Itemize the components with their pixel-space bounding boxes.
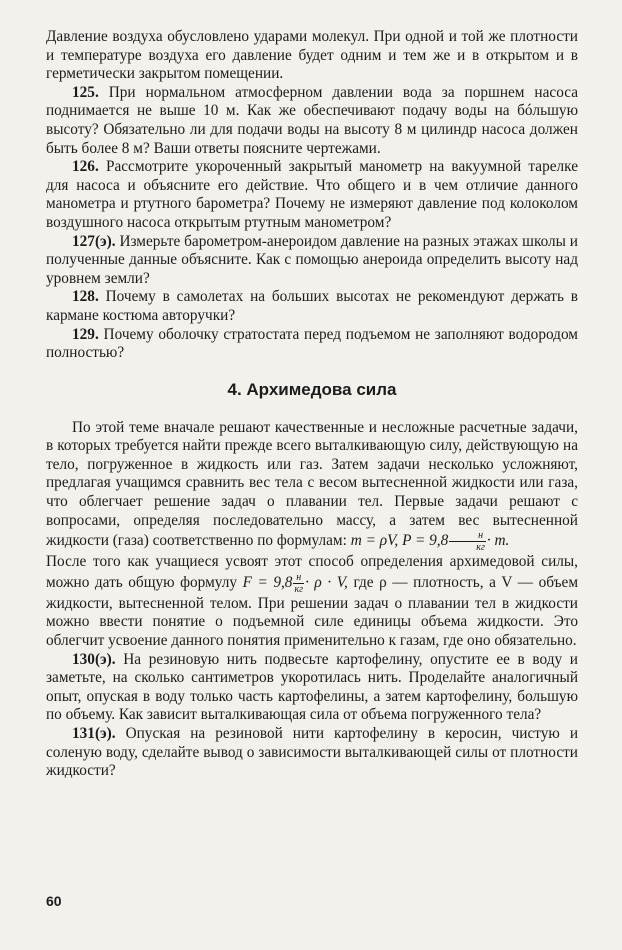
problem-number: 125. [72, 83, 99, 101]
problem-text: Измерьте барометром-анероидом давление на разных этажах школы и полученные данные объясните. Как с помощью анероида определить высоту над уровнем земли? [46, 232, 578, 287]
problem-number: 129. [72, 325, 99, 343]
intro-paragraph-continued [46, 553, 578, 650]
problem-text: Рассмотрите укороченный закрытый манометр на вакуумной тарелке для насоса и объясните его действие. Что общего и в чем отличие данного манометра и ртутного барометра? Почему не измеряют давление под колоколом воздушного насоса открытым ртутным манометром? [46, 158, 578, 231]
intro-text-a: По этой теме вначале решают качественные и несложные расчетные задачи, в которых требуется найти прежде всего выталкивающую силу, действующую на тело, погруженное в жидкость или газ. Затем задачи несколько усложняют, предлагая учащимся сравнить вес тела с весом вытесненной жидкости или газа, что облегчает решение задач о плавании тел. Первые задачи решают с вопросами, определяя последовательно массу, а затем вес вытесненной жидкости (газа) соответственно по формулам: [46, 418, 578, 550]
problem-number: 126. [72, 158, 99, 176]
problem-number: 128. [72, 288, 99, 306]
problem-text: На резиновую нить подвесьте картофелину, опустите ее в воду и заметьте, на сколько сантиметров укоротилась нить. Проделайте аналогичный опыт, опуская в воду только часть картофелины, а затем картофелину, большую по объему. Как зависит выталкивающая сила от объема погруженного тела? [46, 650, 578, 724]
formula-archimedes-rhs: · ρ · V, [305, 573, 348, 591]
problem-130 [46, 651, 578, 725]
problem-126 [46, 158, 578, 232]
problem-text: Опуская на резиновой нити картофелину в керосин, чистую и соленую воду, сделайте вывод о зависимости выталкивающей силы от плотности жидкости? [46, 725, 579, 780]
problem-128 [46, 288, 578, 325]
unit-denominator: кг [476, 542, 485, 554]
problem-text: При нормальном атмосферном давлении вода за поршнем насоса поднимается не выше 10 м. Как же обеспечивают подачу воды на бóльшую высоту? Обязательно ли для подачи воды на высоту 8 м цилиндр насоса должен быть более 8 м? Ваши ответы поясните чертежами. [46, 83, 578, 157]
page-number: 60 [46, 893, 62, 909]
formula-archimedes [242, 571, 348, 595]
formula-weight [402, 530, 510, 554]
problem-text: Почему оболочку стратостата перед подъемом не заполняют водородом полностью? [46, 325, 578, 362]
section-title: 4. Архимедова сила [227, 379, 397, 399]
formula-mass: m = ρV, [350, 532, 399, 550]
unit-numerator: н [293, 572, 304, 584]
problem-number: 130(э). [72, 650, 116, 668]
problem-125 [46, 84, 578, 158]
problem-number: 127(э). [72, 232, 116, 250]
problem-129 [46, 326, 578, 363]
problem-text: Почему в самолетах на больших высотах не рекомендуют держать в кармане костюма авторучки? [46, 288, 579, 324]
unit-denominator: кг [294, 583, 304, 595]
formula-archimedes-lhs: F = 9,8 [242, 573, 293, 591]
formula-weight-rhs: · m. [486, 532, 510, 550]
unit-fraction [449, 530, 486, 553]
problem-131 [46, 725, 578, 781]
problem-number: 131(э). [72, 725, 116, 742]
unit-fraction [293, 572, 304, 595]
problem-127 [46, 233, 578, 289]
unit-numerator: н [449, 530, 486, 542]
intro-paragraph [46, 419, 578, 554]
intro-text-c: где ρ — плотность, а V — объем жидкости, вытесненной телом. При решении задач о плавании тел в жидкости можно ввести понятие о подъемной силе единицы объема жидкости. Это облегчит усвоение данного понятия применительно к газам, где оно обязательно. [46, 573, 578, 650]
intro-text-b: После того как учащиеся усвоят этот способ определения архимедовой силы, можно дать общую формулу [46, 553, 578, 591]
continued-paragraph: Давление воздуха обусловлено ударами молекул. При одной и той же плотности и температуре воздуха его давление будет одним и тем же и в открытом и в герметически закрытом помещении. [46, 28, 578, 83]
formula-weight-lhs: P = 9,8 [402, 532, 449, 550]
